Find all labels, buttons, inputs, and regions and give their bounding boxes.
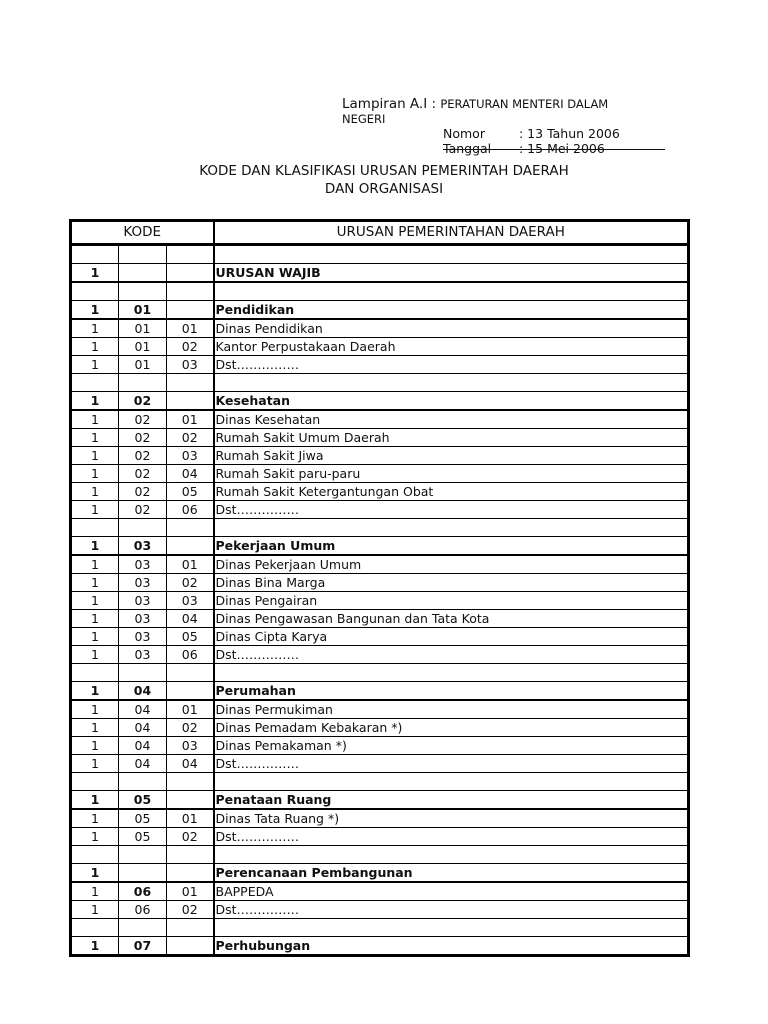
table-row xyxy=(71,809,689,828)
kode-unit-cell: 03 xyxy=(167,447,214,465)
kode-urusan-cell: 1 xyxy=(71,791,119,810)
kode-column-header: KODE xyxy=(71,221,214,245)
spacer-row xyxy=(71,519,689,537)
kode-bidang-cell xyxy=(119,374,167,392)
kode-bidang-cell: 05 xyxy=(119,791,167,810)
table-row xyxy=(71,719,689,737)
section-row xyxy=(71,864,689,883)
kode-unit-cell: 06 xyxy=(167,501,214,519)
kode-urusan-cell: 1 xyxy=(71,592,119,610)
document-subtitle: DAN ORGANISASI xyxy=(324,181,444,197)
kode-urusan-cell: 1 xyxy=(71,447,119,465)
kode-urusan-cell: 1 xyxy=(71,410,119,429)
kode-urusan-cell: 1 xyxy=(71,719,119,737)
kode-unit-cell xyxy=(167,519,214,537)
urusan-label-cell xyxy=(214,282,689,301)
kode-bidang-cell xyxy=(119,245,167,264)
kode-unit-cell: 01 xyxy=(167,700,214,719)
kode-unit-cell xyxy=(167,919,214,937)
section-row xyxy=(71,537,689,556)
kode-urusan-cell: 1 xyxy=(71,809,119,828)
urusan-label-cell: Pendidikan xyxy=(214,301,689,320)
kode-bidang-cell: 04 xyxy=(119,682,167,701)
table-row xyxy=(71,737,689,755)
kode-unit-cell xyxy=(167,864,214,883)
kode-bidang-cell: 04 xyxy=(119,719,167,737)
classification-table xyxy=(69,219,690,957)
table-row xyxy=(71,574,689,592)
kode-urusan-cell: 1 xyxy=(71,828,119,846)
nomor-row xyxy=(443,126,620,141)
kode-bidang-cell: 01 xyxy=(119,301,167,320)
urusan-label-cell: URUSAN WAJIB xyxy=(214,264,689,283)
lampiran-label: Lampiran A.I : xyxy=(342,96,437,112)
section-row xyxy=(71,937,689,956)
urusan-label-cell: Dst…………… xyxy=(214,828,689,846)
spacer-row xyxy=(71,374,689,392)
table-header-row xyxy=(71,221,689,245)
table-row xyxy=(71,901,689,919)
table-row xyxy=(71,483,689,501)
kode-urusan-cell: 1 xyxy=(71,338,119,356)
kode-bidang-cell: 01 xyxy=(119,319,167,338)
kode-unit-cell: 01 xyxy=(167,410,214,429)
kode-unit-cell: 04 xyxy=(167,610,214,628)
kode-bidang-cell xyxy=(119,919,167,937)
kode-unit-cell: 02 xyxy=(167,338,214,356)
kode-unit-cell xyxy=(167,374,214,392)
kode-bidang-cell: 03 xyxy=(119,574,167,592)
kode-bidang-cell: 03 xyxy=(119,628,167,646)
section-row xyxy=(71,264,689,283)
urusan-label-cell: Dst…………… xyxy=(214,356,689,374)
table-row xyxy=(71,592,689,610)
tanggal-label: Tanggal xyxy=(443,141,492,156)
kode-urusan-cell xyxy=(71,773,119,791)
kode-unit-cell: 03 xyxy=(167,356,214,374)
lampiran-title-continued: NEGERI xyxy=(342,112,386,126)
table-row xyxy=(71,646,689,664)
spacer-row xyxy=(71,282,689,301)
section-row xyxy=(71,791,689,810)
kode-urusan-cell xyxy=(71,919,119,937)
kode-bidang-cell: 02 xyxy=(119,392,167,411)
tanggal-value: : 15 Mei 2006 xyxy=(519,141,605,156)
kode-bidang-cell: 03 xyxy=(119,592,167,610)
table-row xyxy=(71,447,689,465)
table-row xyxy=(71,882,689,901)
kode-unit-cell: 05 xyxy=(167,628,214,646)
urusan-label-cell xyxy=(214,664,689,682)
spacer-row xyxy=(71,773,689,791)
kode-bidang-cell xyxy=(119,264,167,283)
kode-unit-cell: 02 xyxy=(167,901,214,919)
urusan-label-cell: Perhubungan xyxy=(214,937,689,956)
urusan-label-cell xyxy=(214,374,689,392)
table-row xyxy=(71,429,689,447)
kode-urusan-cell xyxy=(71,245,119,264)
table-row xyxy=(71,410,689,429)
table-row xyxy=(71,465,689,483)
table-row xyxy=(71,828,689,846)
urusan-label-cell: Dst…………… xyxy=(214,755,689,773)
kode-bidang-cell: 06 xyxy=(119,901,167,919)
table-body xyxy=(71,245,689,956)
kode-urusan-cell: 1 xyxy=(71,465,119,483)
urusan-label-cell xyxy=(214,245,689,264)
section-row xyxy=(71,392,689,411)
document-header xyxy=(0,0,768,210)
kode-bidang-cell: 03 xyxy=(119,646,167,664)
urusan-label-cell: Dinas Pengairan xyxy=(214,592,689,610)
kode-urusan-cell xyxy=(71,519,119,537)
urusan-label-cell: Dinas Tata Ruang *) xyxy=(214,809,689,828)
kode-bidang-cell: 02 xyxy=(119,429,167,447)
urusan-label-cell: Dinas Pengawasan Bangunan dan Tata Kota xyxy=(214,610,689,628)
kode-urusan-cell: 1 xyxy=(71,537,119,556)
kode-urusan-cell: 1 xyxy=(71,937,119,956)
kode-unit-cell: 01 xyxy=(167,809,214,828)
document-title: KODE DAN KLASIFIKASI URUSAN PEMERINTAH DAERAH xyxy=(199,163,569,179)
kode-bidang-cell xyxy=(119,773,167,791)
urusan-label-cell xyxy=(214,846,689,864)
urusan-label-cell: Dinas Cipta Karya xyxy=(214,628,689,646)
kode-unit-cell: 04 xyxy=(167,465,214,483)
urusan-label-cell: Rumah Sakit Umum Daerah xyxy=(214,429,689,447)
urusan-label-cell xyxy=(214,919,689,937)
urusan-label-cell: Pekerjaan Umum xyxy=(214,537,689,556)
kode-unit-cell xyxy=(167,664,214,682)
table-row xyxy=(71,356,689,374)
section-row xyxy=(71,682,689,701)
section-row xyxy=(71,301,689,320)
kode-unit-cell: 01 xyxy=(167,555,214,574)
kode-urusan-cell: 1 xyxy=(71,555,119,574)
table-row xyxy=(71,338,689,356)
nomor-value: : 13 Tahun 2006 xyxy=(519,126,620,141)
spacer-row xyxy=(71,846,689,864)
spacer-row xyxy=(71,664,689,682)
table-row xyxy=(71,555,689,574)
kode-urusan-cell: 1 xyxy=(71,755,119,773)
kode-urusan-cell: 1 xyxy=(71,682,119,701)
kode-unit-cell: 05 xyxy=(167,483,214,501)
urusan-label-cell xyxy=(214,773,689,791)
kode-unit-cell xyxy=(167,392,214,411)
kode-urusan-cell: 1 xyxy=(71,901,119,919)
kode-urusan-cell: 1 xyxy=(71,737,119,755)
urusan-label-cell: BAPPEDA xyxy=(214,882,689,901)
kode-urusan-cell: 1 xyxy=(71,864,119,883)
kode-unit-cell xyxy=(167,301,214,320)
kode-bidang-cell: 04 xyxy=(119,737,167,755)
kode-urusan-cell: 1 xyxy=(71,610,119,628)
urusan-label-cell: Dinas Pendidikan xyxy=(214,319,689,338)
kode-unit-cell xyxy=(167,264,214,283)
spacer-row xyxy=(71,245,689,264)
urusan-label-cell: Rumah Sakit Jiwa xyxy=(214,447,689,465)
kode-urusan-cell: 1 xyxy=(71,574,119,592)
nomor-label: Nomor xyxy=(443,126,485,141)
kode-unit-cell: 03 xyxy=(167,592,214,610)
spacer-row xyxy=(71,919,689,937)
kode-unit-cell xyxy=(167,791,214,810)
kode-urusan-cell: 1 xyxy=(71,301,119,320)
kode-unit-cell xyxy=(167,846,214,864)
kode-unit-cell xyxy=(167,537,214,556)
table-row xyxy=(71,610,689,628)
kode-urusan-cell: 1 xyxy=(71,700,119,719)
kode-bidang-cell: 05 xyxy=(119,809,167,828)
kode-urusan-cell: 1 xyxy=(71,392,119,411)
urusan-label-cell: Perumahan xyxy=(214,682,689,701)
kode-bidang-cell xyxy=(119,864,167,883)
kode-urusan-cell: 1 xyxy=(71,646,119,664)
urusan-label-cell: Dinas Kesehatan xyxy=(214,410,689,429)
kode-unit-cell: 01 xyxy=(167,882,214,901)
kode-urusan-cell xyxy=(71,374,119,392)
kode-bidang-cell: 04 xyxy=(119,700,167,719)
urusan-label-cell xyxy=(214,519,689,537)
kode-urusan-cell: 1 xyxy=(71,628,119,646)
lampiran-title: PERATURAN MENTERI DALAM xyxy=(440,97,609,111)
urusan-label-cell: Dst…………… xyxy=(214,901,689,919)
kode-bidang-cell: 03 xyxy=(119,537,167,556)
urusan-label-cell: Dst…………… xyxy=(214,501,689,519)
urusan-label-cell: Kesehatan xyxy=(214,392,689,411)
kode-bidang-cell xyxy=(119,519,167,537)
kode-bidang-cell xyxy=(119,664,167,682)
urusan-column-header: URUSAN PEMERINTAHAN DAERAH xyxy=(214,221,689,245)
urusan-label-cell: Rumah Sakit Ketergantungan Obat xyxy=(214,483,689,501)
kode-unit-cell xyxy=(167,282,214,301)
kode-bidang-cell: 02 xyxy=(119,465,167,483)
strike-line xyxy=(443,149,665,150)
kode-urusan-cell: 1 xyxy=(71,356,119,374)
urusan-label-cell: Dst…………… xyxy=(214,646,689,664)
urusan-label-cell: Dinas Pekerjaan Umum xyxy=(214,555,689,574)
urusan-label-cell: Kantor Perpustakaan Daerah xyxy=(214,338,689,356)
table-row xyxy=(71,700,689,719)
kode-bidang-cell: 07 xyxy=(119,937,167,956)
kode-urusan-cell: 1 xyxy=(71,264,119,283)
kode-unit-cell: 04 xyxy=(167,755,214,773)
table-row xyxy=(71,628,689,646)
table-row xyxy=(71,755,689,773)
urusan-label-cell: Perencanaan Pembangunan xyxy=(214,864,689,883)
kode-urusan-cell: 1 xyxy=(71,882,119,901)
kode-unit-cell: 02 xyxy=(167,429,214,447)
table-row xyxy=(71,501,689,519)
kode-bidang-cell: 02 xyxy=(119,410,167,429)
kode-bidang-cell: 01 xyxy=(119,356,167,374)
kode-unit-cell xyxy=(167,937,214,956)
kode-unit-cell: 02 xyxy=(167,719,214,737)
kode-bidang-cell: 01 xyxy=(119,338,167,356)
urusan-label-cell: Dinas Bina Marga xyxy=(214,574,689,592)
kode-bidang-cell xyxy=(119,846,167,864)
lampiran-line xyxy=(342,96,608,112)
kode-bidang-cell: 02 xyxy=(119,447,167,465)
kode-bidang-cell: 03 xyxy=(119,555,167,574)
kode-unit-cell xyxy=(167,682,214,701)
kode-unit-cell xyxy=(167,773,214,791)
kode-bidang-cell: 03 xyxy=(119,610,167,628)
kode-urusan-cell: 1 xyxy=(71,501,119,519)
urusan-label-cell: Dinas Pemadam Kebakaran *) xyxy=(214,719,689,737)
kode-bidang-cell: 02 xyxy=(119,483,167,501)
kode-urusan-cell xyxy=(71,846,119,864)
kode-unit-cell: 03 xyxy=(167,737,214,755)
kode-urusan-cell xyxy=(71,282,119,301)
urusan-label-cell: Dinas Permukiman xyxy=(214,700,689,719)
urusan-label-cell: Penataan Ruang xyxy=(214,791,689,810)
kode-bidang-cell: 06 xyxy=(119,882,167,901)
kode-urusan-cell xyxy=(71,664,119,682)
table-row xyxy=(71,319,689,338)
kode-unit-cell: 01 xyxy=(167,319,214,338)
kode-bidang-cell: 02 xyxy=(119,501,167,519)
kode-urusan-cell: 1 xyxy=(71,483,119,501)
kode-bidang-cell xyxy=(119,282,167,301)
kode-unit-cell: 06 xyxy=(167,646,214,664)
kode-unit-cell: 02 xyxy=(167,574,214,592)
kode-bidang-cell: 05 xyxy=(119,828,167,846)
kode-unit-cell: 02 xyxy=(167,828,214,846)
kode-bidang-cell: 04 xyxy=(119,755,167,773)
kode-urusan-cell: 1 xyxy=(71,319,119,338)
urusan-label-cell: Dinas Pemakaman *) xyxy=(214,737,689,755)
kode-unit-cell xyxy=(167,245,214,264)
urusan-label-cell: Rumah Sakit paru-paru xyxy=(214,465,689,483)
kode-urusan-cell: 1 xyxy=(71,429,119,447)
